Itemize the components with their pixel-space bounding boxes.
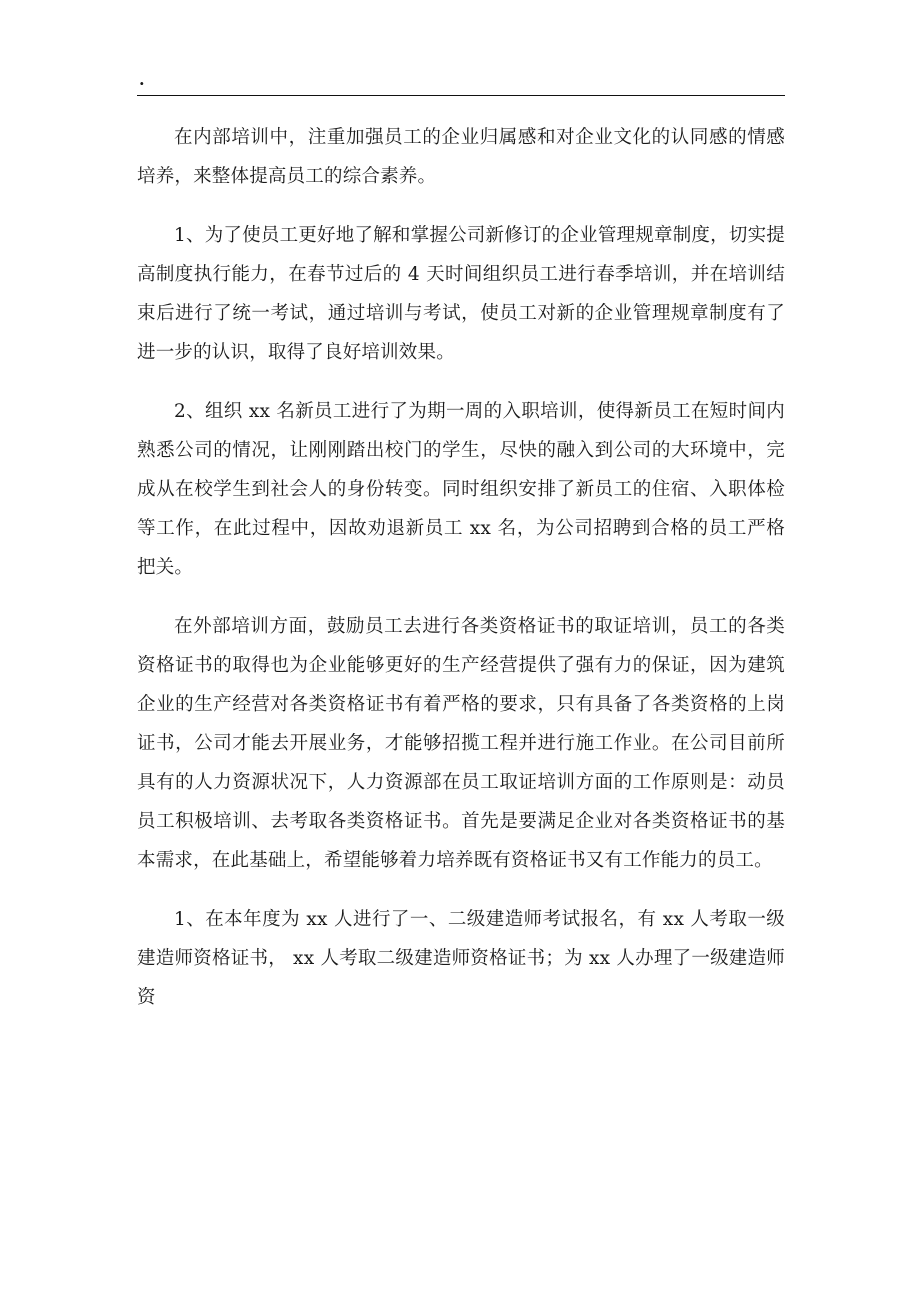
- header-rule: [137, 95, 785, 96]
- header-mark: .: [139, 70, 145, 89]
- paragraph-spring-training: 1、为了使员工更好地了解和掌握公司新修订的企业管理规章制度，切实提高制度执行能力，在春节过后的 4 天时间组织员工进行春季培训，并在培训结束后进行了统一考试，通过培训与考试，使员工对新的企业管理规章制度有了进一步的认识，取得了良好培训效果。: [137, 225, 785, 363]
- document-body: [137, 118, 785, 1017]
- paragraph-constructor-exam: 1、在本年度为 xx 人进行了一、二级建造师考试报名，有 xx 人考取一级建造师资格证书， xx 人考取二级建造师资格证书；为 xx 人办理了一级建造师资: [137, 909, 785, 1008]
- paragraph-new-employee-training: 2、组织 xx 名新员工进行了为期一周的入职培训，使得新员工在短时间内熟悉公司的情况，让刚刚踏出校门的学生，尽快的融入到公司的大环境中，完成从在校学生到社会人的身份转变。同时组织安排了新员工的住宿、入职体检等工作，在此过程中，因故劝退新员工 xx 名，为公司招聘到合格的员工严格把关。: [137, 401, 785, 578]
- paragraph-internal-training: 在内部培训中，注重加强员工的企业归属感和对企业文化的认同感的情感培养，来整体提高员工的综合素养。: [137, 127, 785, 187]
- paragraph-external-training: 在外部培训方面，鼓励员工去进行各类资格证书的取证培训，员工的各类资格证书的取得也为企业能够更好的生产经营提供了强有力的保证，因为建筑企业的生产经营对各类资格证书有着严格的要求，只有具备了各类资格的上岗证书，公司才能去开展业务，才能够招揽工程并进行施工作业。在公司目前所具有的人力资源状况下，人力资源部在员工取证培训方面的工作原则是：动员员工积极培训、去考取各类资格证书。首先是要满足企业对各类资格证书的基本需求，在此基础上，希望能够着力培养既有资格证书又有工作能力的员工。: [137, 616, 785, 871]
